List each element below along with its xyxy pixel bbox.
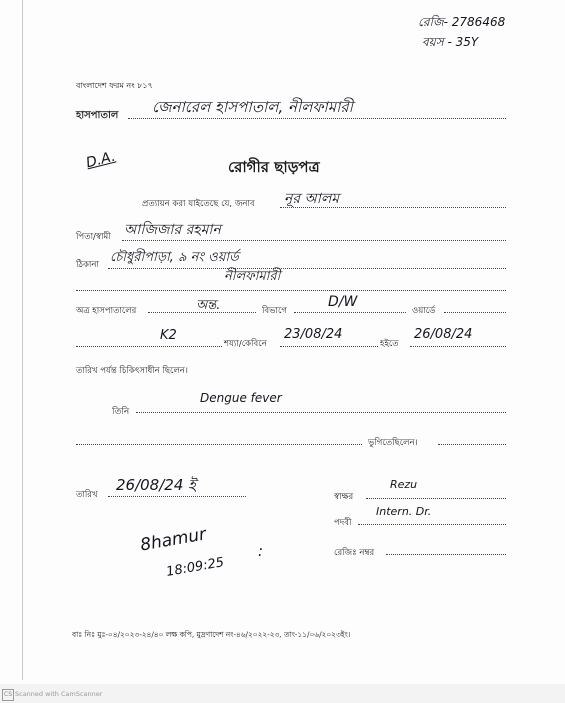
page-edge-line xyxy=(22,0,23,680)
discharge-date-underline xyxy=(410,346,506,347)
signature-label: স্বাক্ষর xyxy=(334,492,354,502)
handwritten-colon: : xyxy=(258,542,264,560)
signature-underline xyxy=(366,498,506,499)
handwritten-note: 8hamur xyxy=(138,524,208,556)
diagnosis-suffix: ভুগিতেছিলেন। xyxy=(368,438,418,448)
department-value: অন্ত. xyxy=(196,298,221,313)
age-note: বয়স - 35Y xyxy=(422,35,479,49)
print-footer: বাঃ নিঃ মুঃ-০৪/২০২৩-২৪/৪০ লক্ষ কপি, মুদ্রণাদেশ নং-৪৬/২০২২-২৩, তাং-১১/০৬/২০২৩ইং। xyxy=(72,630,351,639)
designation-label: পদবী xyxy=(334,518,352,528)
discharge-date: 26/08/24 xyxy=(414,327,473,342)
stamp-mark: D.A. xyxy=(84,148,118,172)
certify-label: প্রত্যায়ন করা যাইতেছে যে, জনাব xyxy=(142,199,255,209)
parent-name: আজিজার রহমান xyxy=(124,222,221,238)
date-underline xyxy=(108,496,246,497)
bed-label: শয্যা/কেবিনে xyxy=(224,339,267,349)
parent-underline xyxy=(122,240,506,241)
hospital-section-label: অত্র হাসপাতালের xyxy=(76,306,137,316)
department-label: বিভাগে xyxy=(262,306,287,316)
department-underline xyxy=(148,312,256,313)
ward-value: D/W xyxy=(328,294,358,310)
handwritten-time: 18:09:25 xyxy=(165,555,226,580)
treated-statement: তারিখ পর্যন্ত চিকিৎসাধীন ছিলেন। xyxy=(76,366,188,376)
registration-underline xyxy=(386,554,506,555)
admit-date: 23/08/24 xyxy=(284,327,343,342)
diagnosis-underline xyxy=(136,412,506,413)
scanner-watermark: Scanned with CamScanner xyxy=(15,690,103,698)
address-line2: নীলফামারী xyxy=(224,269,281,284)
designation-underline xyxy=(358,524,506,525)
admit-date-underline xyxy=(280,346,378,347)
address-underline-1 xyxy=(108,268,506,269)
signature-value: Rezu xyxy=(390,478,418,491)
address-label: ঠিকানা xyxy=(76,260,99,270)
designation-value: Intern. Dr. xyxy=(376,505,432,518)
registration-label: রেজিঃ নম্বর xyxy=(334,548,375,558)
camscanner-logo-icon: CS xyxy=(2,689,14,701)
address-line1: চৌধুরীপাড়া, ৯ নং ওয়ার্ড xyxy=(110,250,239,265)
ward-label: ওয়ার্ডে xyxy=(412,306,436,316)
date-value: 26/08/24 ই xyxy=(116,476,196,494)
diagnosis-label: তিনি xyxy=(112,407,130,417)
patient-name: নূর আলম xyxy=(284,191,340,207)
registration-note: রেজি- 2786468 xyxy=(418,15,506,29)
bed-underline xyxy=(76,346,222,347)
address-underline-2 xyxy=(76,290,506,291)
form-number: বাংলাদেশ ফরম নং ৮১৭ xyxy=(76,81,153,90)
hospital-name: জেনারেল হাসপাতাল, নীলফামারী xyxy=(152,98,353,116)
date-label: তারিখ xyxy=(76,490,98,500)
patient-name-underline xyxy=(280,207,506,208)
from-label: হইতে xyxy=(380,339,399,349)
parent-label: পিতা/স্বামী xyxy=(76,232,111,242)
bed-value: K2 xyxy=(160,328,177,343)
diagnosis-value: Dengue fever xyxy=(200,391,282,405)
page-title: রোগীর ছাড়পত্র xyxy=(228,158,320,176)
diagnosis-underline-2 xyxy=(76,444,362,445)
hospital-underline xyxy=(128,118,506,119)
ward-underline xyxy=(294,312,406,313)
ward-extra-underline xyxy=(444,312,506,313)
hospital-label: হাসপাতাল xyxy=(76,110,119,121)
diagnosis-suffix-underline xyxy=(438,444,506,445)
